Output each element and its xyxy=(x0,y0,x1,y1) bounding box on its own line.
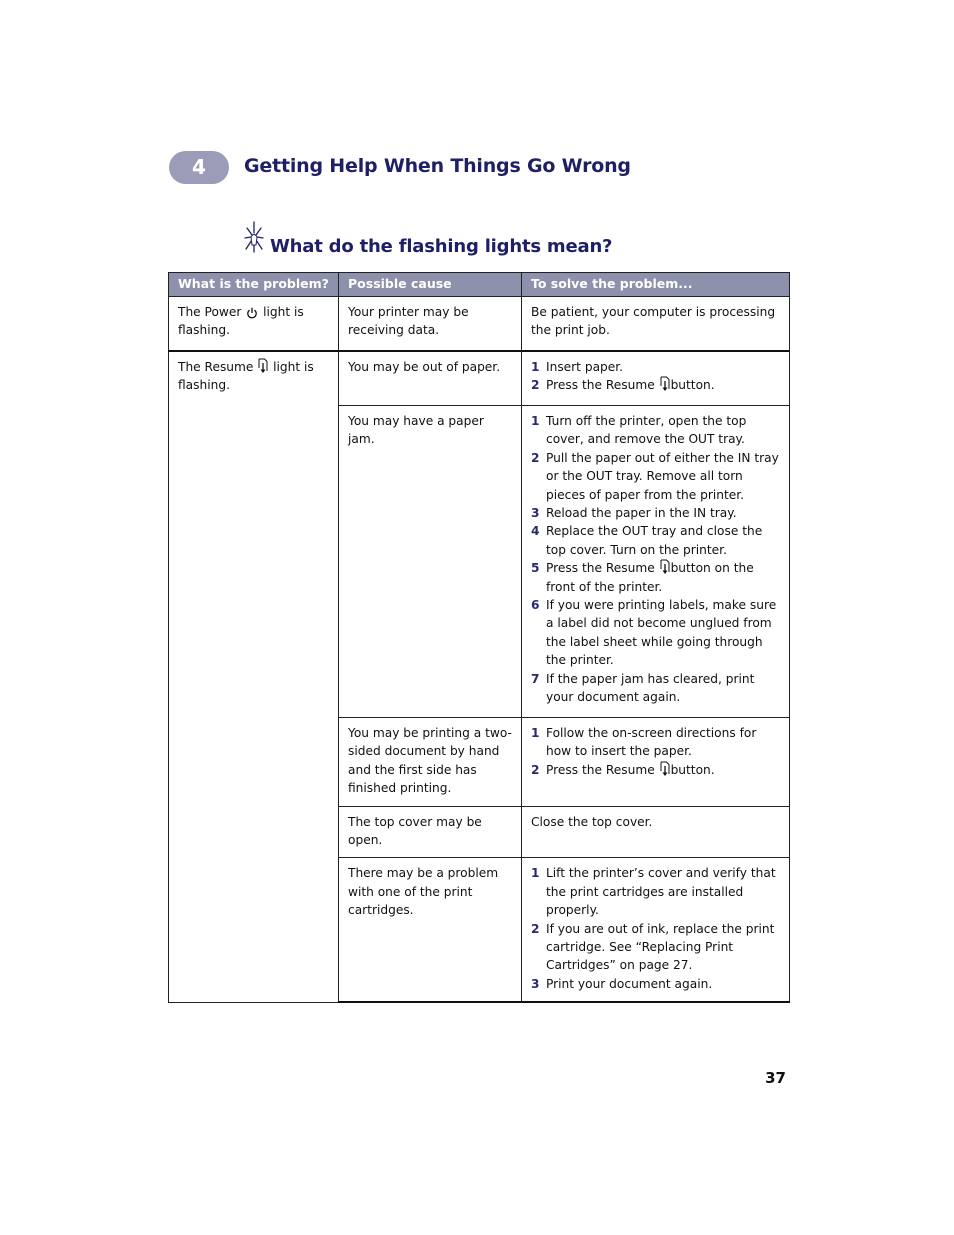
problem-text: light is flashing. xyxy=(178,305,304,338)
resume-icon xyxy=(258,358,268,374)
solution-cell xyxy=(522,718,790,807)
resume-icon xyxy=(660,376,670,392)
section-title: What do the flashing lights mean? xyxy=(270,236,613,257)
solution-steps xyxy=(531,358,781,395)
solution-cell: Be patient, your computer is processing the print job. xyxy=(522,297,790,351)
step-number: 2 xyxy=(531,377,540,392)
step-text: If you were printing labels, make sure a label did not become unglued from the label sheet while going through the printer. xyxy=(546,598,777,668)
problem-text: The Resume xyxy=(178,359,254,374)
column-header-solution: To solve the problem... xyxy=(522,273,790,297)
list-item xyxy=(531,559,781,596)
table-row xyxy=(169,297,790,351)
cause-cell: There may be a problem with one of the print cartridges. xyxy=(339,858,522,1002)
step-number: 3 xyxy=(531,976,540,991)
step-number: 6 xyxy=(531,598,540,613)
problem-resume-light xyxy=(169,351,339,1003)
step-number: 4 xyxy=(531,524,540,539)
step-text: Turn off the printer, open the top cover, and remove the OUT tray. xyxy=(546,414,747,447)
list-item xyxy=(531,358,781,376)
list-item xyxy=(531,596,781,670)
page-number: 37 xyxy=(765,1069,786,1087)
step-number: 1 xyxy=(531,359,540,374)
step-number: 5 xyxy=(531,561,540,576)
chapter-number-badge: 4 xyxy=(169,151,229,184)
step-number: 2 xyxy=(531,450,540,465)
list-item xyxy=(531,504,781,522)
list-item xyxy=(531,449,781,504)
step-number: 7 xyxy=(531,671,540,686)
step-text-part: button on the front of the printer. xyxy=(546,561,754,594)
list-item xyxy=(531,376,781,394)
cause-cell: You may be out of paper. xyxy=(339,351,522,406)
solution-steps xyxy=(531,864,781,993)
solution-cell xyxy=(522,858,790,1002)
solution-cell: Close the top cover. xyxy=(522,806,790,858)
list-item xyxy=(531,670,781,707)
step-text: Reload the paper in the IN tray. xyxy=(546,506,737,521)
resume-icon xyxy=(660,559,670,575)
step-text: Insert paper. xyxy=(546,359,624,374)
step-number: 3 xyxy=(531,506,540,521)
step-text-part: Press the Resume xyxy=(546,762,655,777)
step-number: 1 xyxy=(531,726,540,740)
table-header-row xyxy=(169,273,790,297)
solution-steps xyxy=(531,412,781,707)
step-text: Pull the paper out of either the IN tray or the OUT tray. Remove all torn pieces of paper from the printer. xyxy=(546,450,779,502)
step-text-part: button. xyxy=(670,762,715,777)
step-number: 2 xyxy=(531,921,540,936)
step-text: If the paper jam has cleared, print your document again. xyxy=(546,671,755,705)
step-text: Replace the OUT tray and close the top cover. Turn on the printer. xyxy=(546,524,763,557)
list-item xyxy=(531,724,781,761)
cause-cell: You may be printing a two-sided document by hand and the first side has finished printing. xyxy=(339,718,522,807)
chapter-title: Getting Help When Things Go Wrong xyxy=(244,155,631,177)
step-text xyxy=(546,559,781,596)
solution-cell xyxy=(522,406,790,718)
solution-steps xyxy=(531,724,781,779)
problem-text: light is flashing. xyxy=(178,359,314,392)
list-item xyxy=(531,975,781,993)
list-item xyxy=(531,864,781,919)
resume-icon xyxy=(660,761,670,777)
step-text: Lift the printer’s cover and verify that the print cartridges are installed properly. xyxy=(546,866,776,918)
step-number: 2 xyxy=(531,762,540,777)
troubleshooting-table xyxy=(168,272,790,1003)
cause-cell: The top cover may be open. xyxy=(339,806,522,858)
step-number: 1 xyxy=(531,866,540,881)
step-text: If you are out of ink, replace the print cartridge. See “Replacing Print Cartridges” on page 27. xyxy=(546,921,775,973)
solution-cell xyxy=(522,351,790,406)
problem-text: The Power xyxy=(178,305,242,319)
column-header-cause: Possible cause xyxy=(339,273,522,297)
step-text: Print your document again. xyxy=(546,976,713,991)
cause-cell: You may have a paper jam. xyxy=(339,406,522,718)
step-text-part: Press the Resume xyxy=(546,561,655,576)
step-number: 1 xyxy=(531,414,540,428)
list-item xyxy=(531,522,781,559)
flashing-light-icon xyxy=(242,220,266,254)
step-text: Follow the on-screen directions for how to insert the paper. xyxy=(546,726,757,759)
list-item xyxy=(531,412,781,449)
problem-power-light xyxy=(169,297,339,351)
step-text-part: Press the Resume xyxy=(546,377,655,392)
step-text xyxy=(546,761,781,779)
column-header-problem: What is the problem? xyxy=(169,273,339,297)
cause-cell: Your printer may be receiving data. xyxy=(339,297,522,351)
step-text xyxy=(546,376,781,394)
list-item xyxy=(531,920,781,975)
step-text-part: button. xyxy=(670,377,715,392)
list-item xyxy=(531,761,781,779)
table-row xyxy=(169,351,790,406)
power-icon xyxy=(246,307,258,319)
